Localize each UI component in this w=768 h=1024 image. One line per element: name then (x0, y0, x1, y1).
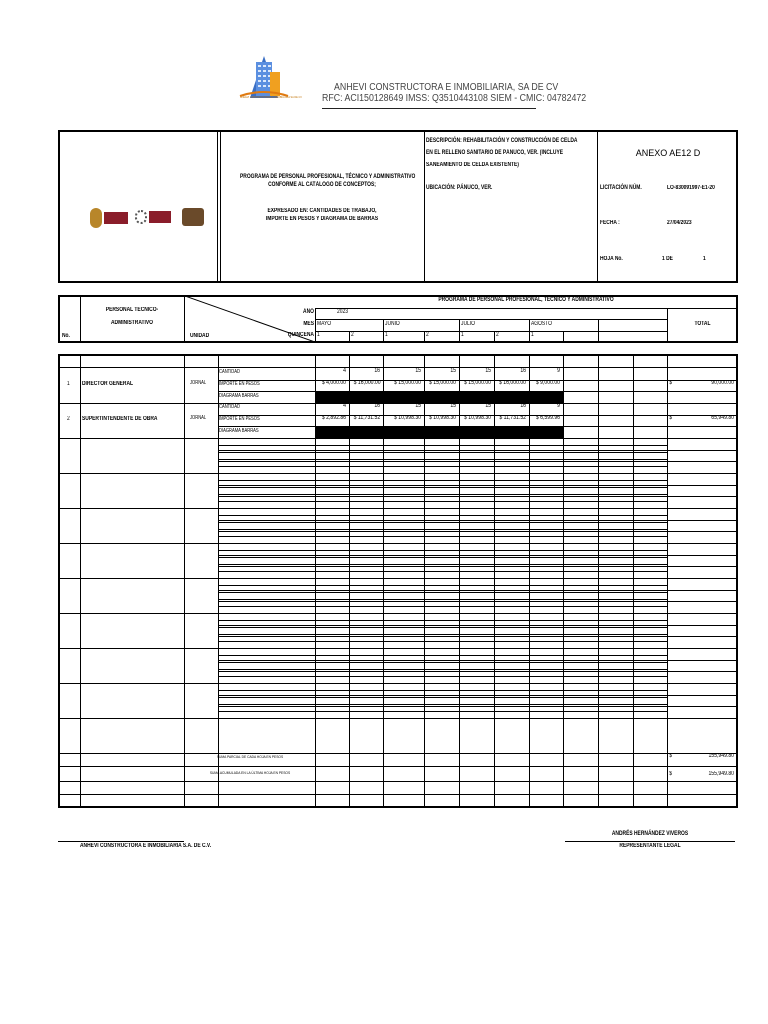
quincena-number: 2 (351, 332, 354, 338)
sub-line (218, 529, 667, 530)
program-header: PROGRAMA DE PERSONAL PROFESIONAL, TECNICO Y ADMINISTRATIVO (438, 297, 614, 303)
bar-diagram (315, 392, 563, 403)
total-currency: $ (669, 415, 673, 421)
program-subtitle: CONFORME AL CATÁLOGO DE CONCEPTOS; (268, 182, 376, 188)
year-value: 2023 (337, 309, 348, 315)
summary-line (59, 753, 737, 754)
sub-line (218, 641, 667, 642)
quantity-cell: 15 (415, 368, 421, 374)
sub-line (218, 634, 667, 635)
sub-line (218, 555, 737, 556)
quincena-number: 1 (385, 332, 388, 338)
sub-line (218, 522, 667, 523)
sub-line (218, 669, 667, 670)
sub-line (218, 599, 667, 600)
sub-line (218, 592, 667, 593)
quantity-cell: 15 (485, 403, 491, 409)
quincena-divider (494, 331, 495, 342)
column-line (459, 355, 460, 807)
month-label-2: JUNIO (385, 321, 400, 327)
month-divider (598, 319, 599, 342)
quincena-divider (563, 331, 564, 342)
importe-label: IMPORTE EN PESOS (219, 416, 260, 422)
partial-sum-value: 155,949.80 (708, 753, 734, 759)
column-line (424, 355, 425, 807)
quincena-divider (349, 331, 350, 342)
row-number: 1 (67, 381, 70, 387)
logo-caption: ANHEVI CONSTRUCTORA E INMOBILIARIA SA DE CV (240, 95, 302, 99)
company-logo (236, 48, 292, 110)
row-unit: JORNAL (190, 380, 207, 386)
amount-cell: $ 6,599.96 (535, 415, 560, 421)
bar-diagram (315, 427, 563, 438)
row-total: 90,000.00 (711, 380, 734, 386)
no-header: No. (62, 333, 70, 339)
column-line (667, 355, 668, 807)
expressed-line-1: EXPRESADO EN: CANTIDADES DE TRABAJO, (267, 208, 377, 214)
sub-line (218, 494, 667, 495)
amount-cell: $ 10,998.30 (394, 415, 421, 421)
sub-line (218, 606, 667, 607)
row-name: SUPERTINTENDENTE DE OBRA (82, 416, 158, 422)
company-ids: RFC: ACI150128649 IMSS: Q3510443108 SIEM - CMIC: 04782472 (322, 93, 587, 104)
year-label: AÑO (303, 309, 314, 315)
amount-cell: $ 15,000.00 (429, 380, 456, 386)
group-line (59, 578, 737, 579)
amount-cell: $ 4,000.00 (321, 380, 346, 386)
month-divider (459, 319, 460, 342)
amount-cell: $ 2,892.86 (321, 415, 346, 421)
row-unit: JORNAL (190, 415, 207, 421)
row-name: DIRECTOR GENERAL (82, 381, 134, 387)
municipal-logo-icon (182, 208, 204, 226)
representative-signature-line (565, 841, 735, 842)
sub-line (218, 585, 667, 586)
month-label-4: AGOSTO (531, 321, 552, 327)
amount-cell: $ 15,000.00 (464, 380, 491, 386)
sub-line (218, 627, 667, 628)
column-line (633, 355, 634, 807)
sub-line (218, 704, 667, 705)
diagrama-label: DIAGRAMA BARRAS (219, 428, 259, 434)
quincena-number: 2 (496, 332, 499, 338)
accumulated-sum-value: 155,949.80 (708, 771, 734, 777)
sub-line (218, 550, 667, 551)
month-label-1: MAYO (317, 321, 332, 327)
cantidad-label: CANTIDAD (219, 404, 240, 410)
sub-line (218, 450, 737, 451)
company-name: ANHEVI CONSTRUCTORA E INMOBILIARIA, SA DE CV (334, 82, 559, 93)
summary-line (59, 781, 737, 782)
sub-line (218, 536, 667, 537)
sub-line (218, 711, 667, 712)
quantity-cell: 16 (374, 403, 380, 409)
column-line (598, 355, 599, 807)
annex-code: ANEXO AE12 D (635, 148, 701, 158)
column-line (494, 355, 495, 807)
quantity-cell: 15 (450, 403, 456, 409)
sub-line (218, 485, 737, 486)
government-logo-icon (104, 212, 128, 224)
sheet-label: HOJA No. (600, 256, 623, 262)
summary-line (59, 766, 737, 767)
amount-cell: $ 11,731.52 (353, 415, 381, 421)
header-rule (322, 108, 536, 109)
gear-emblem-icon (135, 210, 147, 224)
company-signature-line (58, 841, 184, 842)
column-line (80, 355, 81, 807)
expressed-line-2: IMPORTE EN PESOS Y DIAGRAMA DE BARRAS (265, 216, 379, 222)
sub-line (218, 636, 737, 637)
group-line (59, 683, 737, 684)
column-line (349, 355, 350, 807)
quantity-cell: 9 (557, 368, 560, 374)
sub-line (218, 452, 667, 453)
sub-line (218, 496, 737, 497)
importe-label: IMPORTE EN PESOS (219, 381, 260, 387)
program-title: PROGRAMA DE PERSONAL PROFESIONAL, TÉCNICO Y ADMINISTRATIVO (240, 174, 416, 180)
sub-line (218, 501, 667, 502)
column-line (218, 355, 219, 807)
schedule-table (58, 354, 738, 808)
date-label: FECHA : (600, 220, 620, 226)
quantity-cell: 4 (343, 403, 346, 409)
quantity-cell: 16 (374, 368, 380, 374)
date-value: 27/04/2023 (667, 220, 692, 226)
amount-cell: $ 11,731.52 (499, 415, 526, 421)
quantity-cell: 15 (485, 368, 491, 374)
partial-currency: $ (669, 753, 673, 759)
group-line (59, 508, 737, 509)
licitacion-label: LICITACIÓN NÚM. (600, 185, 642, 191)
sub-line (218, 445, 667, 446)
quincena-divider (424, 331, 425, 342)
amount-cell: $ 16,000.00 (353, 380, 381, 386)
representative-title: REPRESENTANTE LEGAL (619, 843, 681, 849)
representative-name: ANDRÉS HERNÁNDEZ VIVEROS (611, 831, 689, 837)
sub-line (218, 487, 667, 488)
group-line (59, 438, 737, 439)
divider (597, 131, 598, 282)
sub-line (218, 557, 667, 558)
quincena-label: QUINCENA (287, 332, 314, 338)
sub-line (218, 590, 737, 591)
quantity-cell: 15 (450, 368, 456, 374)
sub-line (218, 697, 667, 698)
personal-header-2: ADMINISTRATIVO (110, 320, 153, 326)
month-label: MES (303, 321, 314, 327)
summary-line (59, 794, 737, 795)
divider (220, 131, 221, 282)
company-signature: ANHEVI CONSTRUCTORA E INMOBILIARIA S.A. DE C.V. (80, 843, 212, 849)
quantity-cell: 16 (520, 368, 526, 374)
column-line (529, 355, 530, 807)
diagrama-label: DIAGRAMA BARRAS (219, 393, 259, 399)
sub-line (218, 620, 667, 621)
sub-line (218, 459, 667, 460)
quincena-number: 2 (426, 332, 429, 338)
sub-line (218, 690, 667, 691)
column-line (563, 355, 564, 807)
sub-line (218, 660, 737, 661)
sub-line (218, 520, 737, 521)
month-label-3: JULIO (461, 321, 475, 327)
quantity-cell: 15 (415, 403, 421, 409)
quincena-number: 1 (317, 332, 320, 338)
description-line-2: EN EL RELLENO SANITARIO DE PÁNUCO, VER. (INCLUYE (426, 150, 564, 156)
sub-line (218, 480, 667, 481)
sub-line (218, 662, 667, 663)
column-line (315, 355, 316, 807)
sub-line (218, 706, 737, 707)
sub-line (218, 531, 737, 532)
sub-line (218, 671, 737, 672)
quantity-cell: 9 (557, 403, 560, 409)
accumulated-sum-label: SUMA ACUMULADA EN LA ÚLTIMA HOJA EN PESOS (209, 770, 291, 775)
unidad-header: UNIDAD (190, 333, 210, 339)
description-line-1: DESCRIPCIÓN: REHABILITACIÓN Y CONSTRUCCIÓN DE CELDA (426, 138, 578, 144)
personal-header-1: PERSONAL TECNICO- (105, 307, 159, 313)
partial-sum-label: SUMA PARCIAL DE CADA HOJA EN PESOS (216, 754, 284, 759)
amount-cell: $ 10,998.30 (429, 415, 456, 421)
month-divider (383, 319, 384, 342)
group-line (59, 718, 737, 719)
sub-line (218, 695, 737, 696)
sub-line (218, 515, 667, 516)
divider (424, 131, 425, 282)
total-header: TOTAL (694, 321, 711, 327)
sub-line (218, 566, 737, 567)
quantity-cell: 16 (520, 403, 526, 409)
row-number: 2 (67, 416, 70, 422)
state-seal-icon (90, 208, 102, 228)
licitacion-value: LO-830091997-E1-20 (667, 185, 715, 191)
description-line-3: SANEAMIENTO DE CELDA EXISTENTE) (426, 162, 519, 168)
sub-line (218, 676, 667, 677)
row-total: 65,949.80 (711, 415, 734, 421)
amount-cell: $ 15,000.00 (394, 380, 421, 386)
sub-line (218, 625, 737, 626)
month-divider (529, 319, 530, 342)
cantidad-label: CANTIDAD (219, 369, 240, 375)
sub-line (218, 601, 737, 602)
divider (217, 131, 218, 282)
group-line (59, 613, 737, 614)
sedema-logo-icon (149, 211, 171, 223)
quincena-number: 1 (461, 332, 464, 338)
sub-line (218, 466, 667, 467)
sheet-total: 1 (703, 256, 706, 262)
column-line (184, 355, 185, 807)
amount-cell: $ 9,000.00 (535, 380, 560, 386)
amount-cell: $ 16,000.00 (499, 380, 526, 386)
sub-line (218, 564, 667, 565)
group-line (59, 648, 737, 649)
group-line (59, 473, 737, 474)
group-line (59, 543, 737, 544)
accumulated-currency: $ (669, 771, 673, 777)
amount-cell: $ 10,998.30 (464, 415, 491, 421)
sub-line (218, 655, 667, 656)
column-line (383, 355, 384, 807)
month-divider (315, 319, 316, 342)
sub-line (218, 571, 667, 572)
location: UBICACIÓN: PÁNUCO, VER. (426, 185, 493, 191)
quincena-number: 1 (531, 332, 534, 338)
quantity-cell: 4 (343, 368, 346, 374)
total-currency: $ (669, 380, 673, 386)
sheet-value: 1 DE (662, 256, 673, 262)
sub-line (218, 461, 737, 462)
